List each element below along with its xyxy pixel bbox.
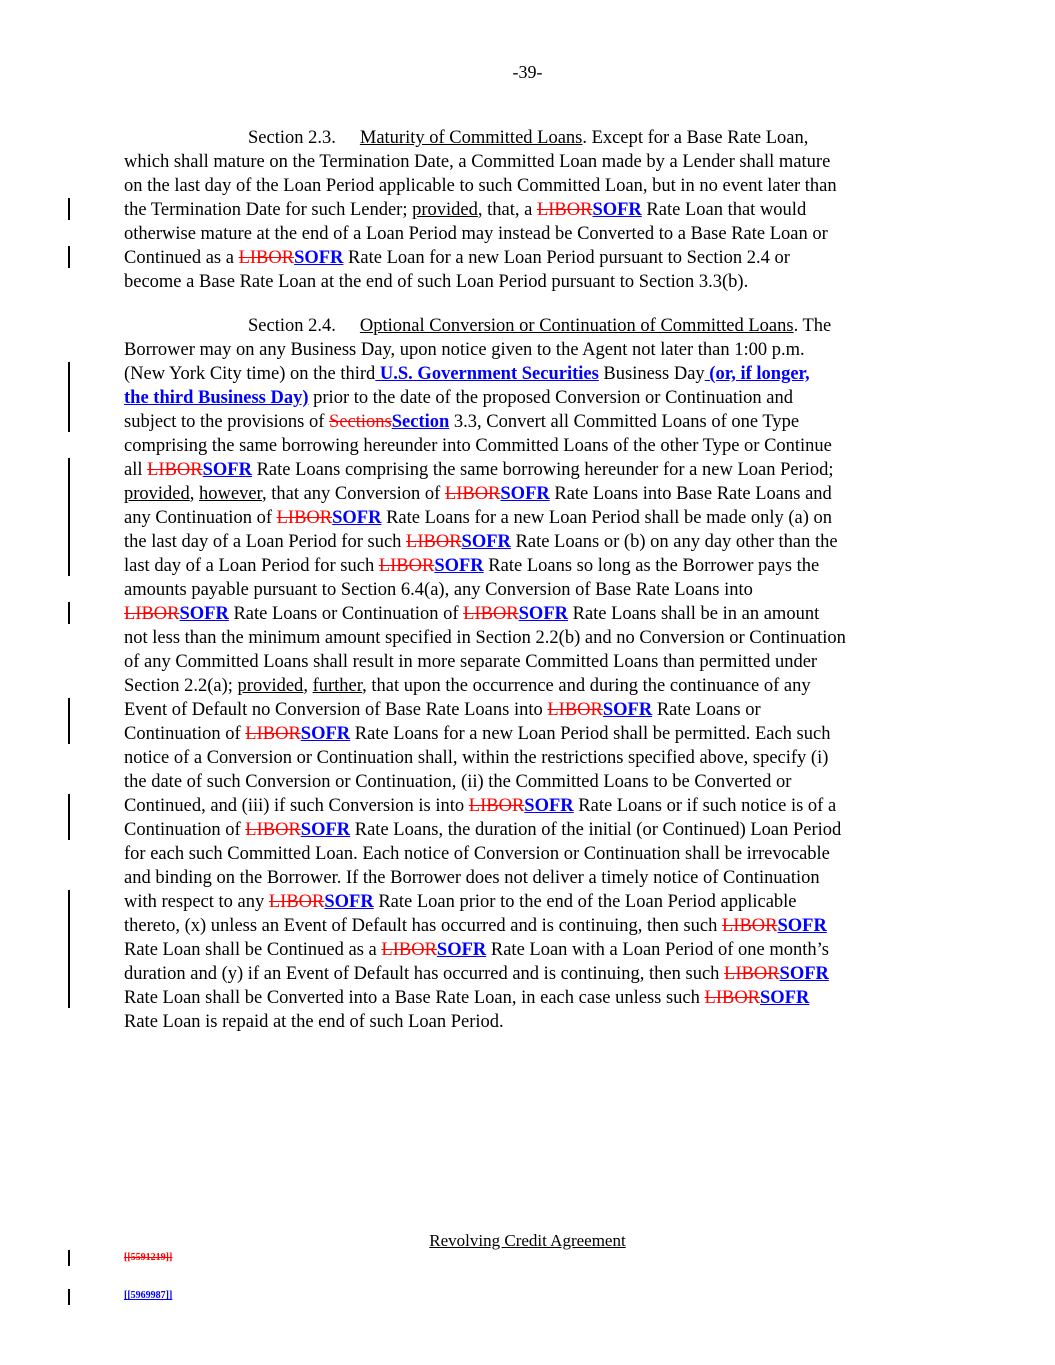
inserted-text: SOFR	[461, 532, 511, 552]
inserted-text: SOFR	[760, 988, 810, 1008]
inserted-text: SOFR	[324, 892, 374, 912]
inserted-text: SOFR	[777, 916, 827, 936]
change-bar	[68, 890, 70, 1008]
change-bar	[68, 602, 70, 624]
deleted-text: LIBOR	[406, 532, 462, 552]
deleted-text: LIBOR	[124, 604, 180, 624]
inserted-text: SOFR	[332, 508, 382, 528]
deleted-text: LIBOR	[468, 796, 525, 816]
inserted-text: SOFR	[436, 940, 487, 960]
deleted-text: LIBOR	[724, 964, 780, 984]
change-bar	[68, 698, 70, 744]
inserted-text: SOFR	[592, 200, 642, 220]
inserted-text: SOFR	[524, 796, 574, 816]
deleted-text: LIBOR	[381, 940, 437, 960]
change-bar	[68, 1289, 70, 1305]
inserted-text: SOFR	[202, 460, 252, 480]
change-bar	[68, 794, 70, 840]
deleted-text: LIBOR	[147, 460, 203, 480]
inserted-text: SOFR	[518, 604, 568, 624]
change-bar	[68, 362, 70, 432]
inserted-text: SOFR	[294, 248, 344, 268]
inserted-text: SOFR	[602, 700, 653, 720]
inserted-text: SOFR	[300, 724, 351, 744]
section-heading: Optional Conversion or Continuation of Committed Loans	[359, 316, 794, 336]
deleted-text: LIBOR	[378, 556, 435, 576]
new-doc-id: [[5969987]]	[124, 1290, 173, 1301]
inserted-text: the third Business Day)	[124, 388, 309, 408]
inserted-text: SOFR	[434, 556, 484, 576]
footer-title: Revolving Credit Agreement	[429, 1231, 626, 1250]
deleted-text: LIBOR	[276, 508, 333, 528]
deleted-text: LIBOR	[245, 820, 301, 840]
deleted-text: LIBOR	[238, 248, 295, 268]
deleted-text: LIBOR	[268, 892, 325, 912]
deleted-text: Sections	[329, 412, 392, 432]
deleted-text: LIBOR	[704, 988, 761, 1008]
inserted-text: (or, if longer,	[704, 364, 810, 384]
section-number: Section 2.4.	[248, 316, 336, 336]
inserted-text: SOFR	[500, 484, 550, 504]
change-bar	[68, 1250, 70, 1266]
page-number: -39-	[512, 62, 543, 82]
inserted-text: U.S. Government Securities	[375, 364, 599, 384]
inserted-text: Section	[391, 412, 450, 432]
deleted-text: LIBOR	[722, 916, 778, 936]
change-bar	[68, 198, 70, 220]
deleted-text: LIBOR	[245, 724, 301, 744]
deleted-text: LIBOR	[547, 700, 603, 720]
section-heading: Maturity of Committed Loans	[359, 128, 583, 148]
inserted-text: SOFR	[300, 820, 351, 840]
deleted-text: LIBOR	[536, 200, 593, 220]
deleted-text: LIBOR	[463, 604, 519, 624]
inserted-text: SOFR	[779, 964, 829, 984]
deleted-text: LIBOR	[444, 484, 501, 504]
old-doc-id: [[5591219]]	[124, 1252, 173, 1263]
inserted-text: SOFR	[179, 604, 229, 624]
section-2-3: Section 2.3. Maturity of Committed Loans. Except for a Base Rate Loan, which shall mature on the Termination Date, a Committed Loan made by a Lender shall mature on the last day of the Loan Period applicable to such Committed Loan, but in no event later than the Termination Date for such Lender; provided, that, a LIBORSOFR Rate Loan that would otherwise mature at the end of a Loan Period may instead be Converted to a Base Rate Loan or Continued as a LIBORSOFR Rate Loan for a new Loan Period pursuant to Section 2.4 or become a Base Rate Loan at the end of such Loan Period pursuant to Section 3.3(b).	[124, 128, 837, 292]
change-bar	[68, 458, 70, 576]
change-bar	[68, 246, 70, 268]
section-2-4: Section 2.4. Optional Conversion or Continuation of Committed Loans. The Borrower may on any Business Day, upon notice given to the Agent not later than 1:00 p.m. (New York City time) on the third U.S. Government Securities Business Day (or, if longer, the third Business Day) prior to the date of the proposed Conversion or Continuation and subject to the provisions of SectionsSection 3.3, Convert all Committed Loans of one Type comprising the same borrowing hereunder into Committed Loans of the other Type or Continue all LIBORSOFR Rate Loans comprising the same borrowing hereunder for a new Loan Period; provided, however, that any Conversion of LIBORSOFR Rate Loans into Base Rate Loans and any Continuation of LIBORSOFR Rate Loans for a new Loan Period shall be made only (a) on the last day of a Loan Period for such LIBORSOFR Rate Loans or (b) on any day other than the last day of a Loan Period for such LIBORSOFR Rate Loans so long as the Borrower pays the amounts payable pursuant to Section 6.4(a), any Conversion of Base Rate Loans into LIBORSOFR Rate Loans or Continuation of LIBORSOFR Rate Loans shall be in an amount not less than the minimum amount specified in Section 2.2(b) and no Conversion or Continuation of any Committed Loans shall result in more separate Committed Loans than permitted under Section 2.2(a); provided, further, that upon the occurrence and during the continuance of any Event of Default no Conversion of Base Rate Loans into LIBORSOFR Rate Loans or Continuation of LIBORSOFR Rate Loans for a new Loan Period shall be permitted. Each such notice of a Conversion or Continuation shall, within the restrictions specified above, specify (i) the date of such Conversion or Continuation, (ii) the Committed Loans to be Converted or Continued, and (iii) if such Conversion is into LIBORSOFR Rate Loans or if such notice is of a Continuation of LIBORSOFR Rate Loans, the duration of the initial (or Continued) Loan Period for each such Committed Loan. Each notice of Conversion or Continuation shall be irrevocable and binding on the Borrower. If the Borrower does not deliver a timely notice of Continuation with respect to any LIBORSOFR Rate Loan prior to the end of the Loan Period applicable thereto, (x) unless an Event of Default has occurred and is continuing, then such LIBORSOFR Rate Loan shall be Continued as a LIBORSOFR Rate Loan with a Loan Period of one month’s duration and (y) if an Event of Default has occurred and is continuing, then such LIBORSOFR Rate Loan shall be Converted into a Base Rate Loan, in each case unless such LIBORSOFR Rate Loan is repaid at the end of such Loan Period.	[124, 316, 846, 1032]
section-number: Section 2.3.	[248, 128, 336, 148]
